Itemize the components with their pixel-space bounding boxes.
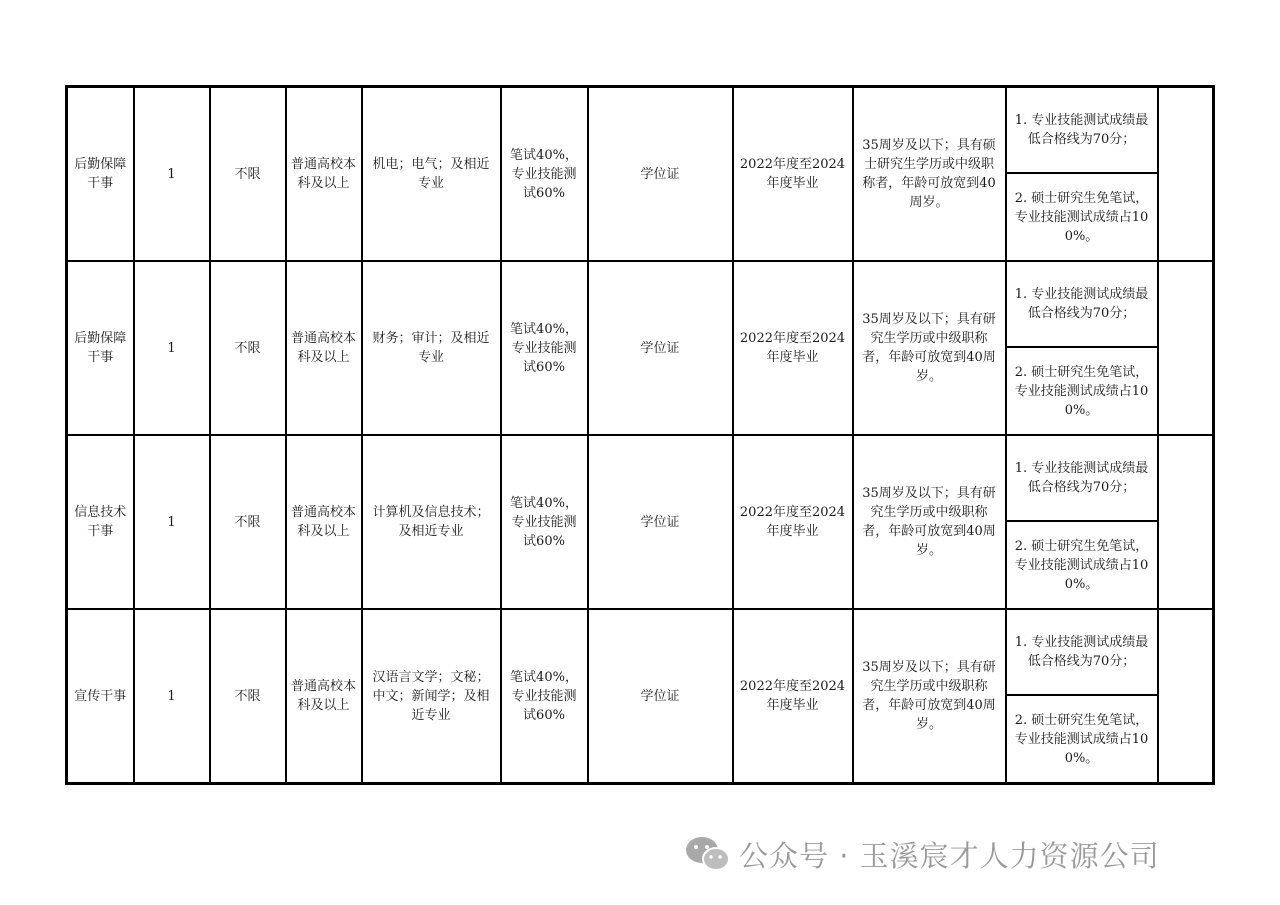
note-cell-1: 1. 专业技能测试成绩最低合格线为70分； bbox=[1006, 435, 1158, 521]
exam-ratio-cell: 笔试40%，专业技能测试60% bbox=[501, 261, 588, 435]
note-cell-1: 1. 专业技能测试成绩最低合格线为70分； bbox=[1006, 87, 1158, 174]
requirement-cell: 35周岁及以下；具有研究生学历或中级职称者，年龄可放宽到40周岁。 bbox=[853, 435, 1006, 609]
exam-ratio-cell: 笔试40%，专业技能测试60% bbox=[501, 435, 588, 609]
limit-cell: 不限 bbox=[210, 87, 286, 262]
graduation-cell: 2022年度至2024年度毕业 bbox=[733, 261, 853, 435]
degree-cell: 学位证 bbox=[588, 435, 733, 609]
major-cell: 机电；电气；及相近专业 bbox=[362, 87, 501, 262]
exam-ratio-cell: 笔试40%，专业技能测试60% bbox=[501, 87, 588, 262]
degree-cell: 学位证 bbox=[588, 87, 733, 262]
remark-cell bbox=[1158, 261, 1214, 435]
count-cell: 1 bbox=[134, 261, 210, 435]
education-cell: 普通高校本科及以上 bbox=[286, 609, 362, 784]
graduation-cell: 2022年度至2024年度毕业 bbox=[733, 87, 853, 262]
recruitment-table bbox=[65, 85, 1215, 785]
note-cell-2: 2. 硕士研究生免笔试，专业技能测试成绩占100%。 bbox=[1006, 347, 1158, 435]
position-cell: 宣传干事 bbox=[67, 609, 134, 784]
major-cell: 计算机及信息技术；及相近专业 bbox=[362, 435, 501, 609]
note-cell-2: 2. 硕士研究生免笔试，专业技能测试成绩占100%。 bbox=[1006, 173, 1158, 261]
table-row bbox=[67, 261, 1214, 347]
requirement-cell: 35周岁及以下；具有硕士研究生学历或中级职称者，年龄可放宽到40周岁。 bbox=[853, 87, 1006, 262]
position-cell: 后勤保障干事 bbox=[67, 87, 134, 262]
count-cell: 1 bbox=[134, 435, 210, 609]
limit-cell: 不限 bbox=[210, 609, 286, 784]
watermark bbox=[683, 832, 1160, 876]
requirement-cell: 35周岁及以下；具有研究生学历或中级职称者，年龄可放宽到40周岁。 bbox=[853, 609, 1006, 784]
education-cell: 普通高校本科及以上 bbox=[286, 435, 362, 609]
count-cell: 1 bbox=[134, 609, 210, 784]
position-cell: 后勤保障干事 bbox=[67, 261, 134, 435]
requirement-cell: 35周岁及以下；具有研究生学历或中级职称者，年龄可放宽到40周岁。 bbox=[853, 261, 1006, 435]
count-cell: 1 bbox=[134, 87, 210, 262]
note-cell-2: 2. 硕士研究生免笔试，专业技能测试成绩占100%。 bbox=[1006, 521, 1158, 609]
limit-cell: 不限 bbox=[210, 261, 286, 435]
table-row bbox=[67, 435, 1214, 521]
education-cell: 普通高校本科及以上 bbox=[286, 87, 362, 262]
remark-cell bbox=[1158, 435, 1214, 609]
watermark-text: 公众号 · 玉溪宸才人力资源公司 bbox=[739, 838, 1160, 873]
major-cell: 汉语言文学；文秘；中文；新闻学；及相近专业 bbox=[362, 609, 501, 784]
limit-cell: 不限 bbox=[210, 435, 286, 609]
degree-cell: 学位证 bbox=[588, 609, 733, 784]
education-cell: 普通高校本科及以上 bbox=[286, 261, 362, 435]
table-row bbox=[67, 609, 1214, 695]
table-row bbox=[67, 87, 1214, 174]
major-cell: 财务；审计；及相近专业 bbox=[362, 261, 501, 435]
note-cell-1: 1. 专业技能测试成绩最低合格线为70分； bbox=[1006, 609, 1158, 695]
position-cell: 信息技术干事 bbox=[67, 435, 134, 609]
degree-cell: 学位证 bbox=[588, 261, 733, 435]
graduation-cell: 2022年度至2024年度毕业 bbox=[733, 609, 853, 784]
note-cell-2: 2. 硕士研究生免笔试，专业技能测试成绩占100%。 bbox=[1006, 695, 1158, 784]
exam-ratio-cell: 笔试40%，专业技能测试60% bbox=[501, 609, 588, 784]
note-cell-1: 1. 专业技能测试成绩最低合格线为70分； bbox=[1006, 261, 1158, 347]
wechat-icon bbox=[683, 834, 733, 874]
remark-cell bbox=[1158, 87, 1214, 262]
remark-cell bbox=[1158, 609, 1214, 784]
graduation-cell: 2022年度至2024年度毕业 bbox=[733, 435, 853, 609]
